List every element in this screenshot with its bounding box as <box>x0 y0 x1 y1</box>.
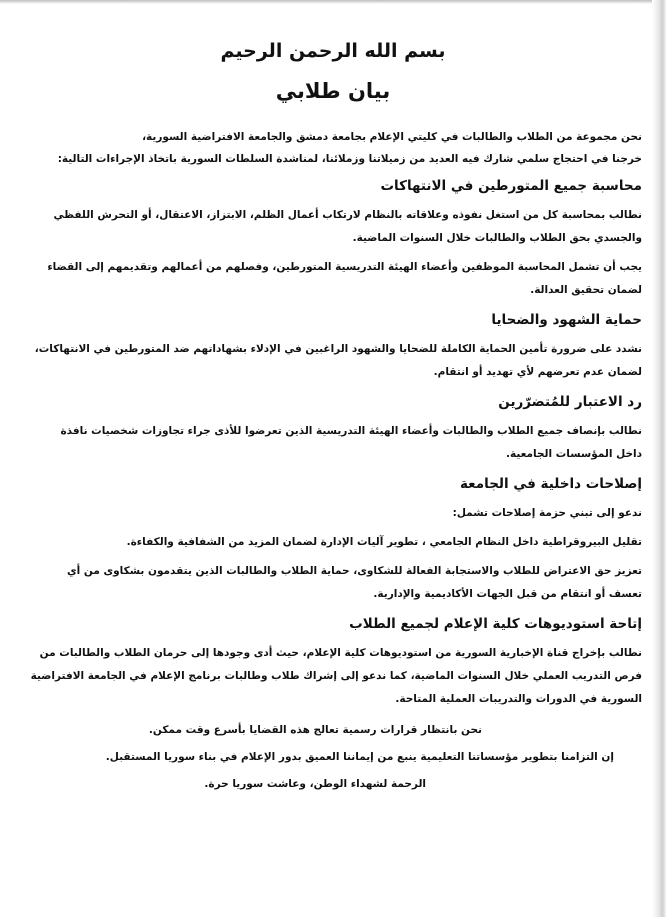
intro-line: خرجنا في احتجاج سلمي شارك فيه العديد من زميلاتنا وزملائنا، لمناشدة السلطات السورية باتخاذ الإجراءات التالية: <box>57 153 642 165</box>
section-heading: إصلاحات داخلية في الجامعة <box>459 476 642 492</box>
paragraph-line: تقليل البيروقراطية داخل النظام الجامعي ، تطوير آليات الإدارة لضمان المزيد من الشفافية والكفاءة. <box>126 536 642 548</box>
paragraph-line: لضمان عدم تعرضهم لأي تهديد أو انتقام. <box>433 366 642 378</box>
paragraph-line: نشدد على ضرورة تأمين الحماية الكاملة للضحايا والشهود الراغبين في الإدلاء بشهاداتهم ضد المتورطين في الانتهاكات، <box>34 343 642 355</box>
section-accountability <box>24 174 642 302</box>
intro-line: نحن مجموعة من الطلاب والطالبات في كليتي الإعلام بجامعة دمشق والجامعة الافتراضية السورية، <box>142 131 642 143</box>
section-heading: إتاحة استوديوهات كلية الإعلام لجميع الطلاب <box>349 616 642 632</box>
scan-top-edge <box>0 0 666 4</box>
intro <box>24 126 642 170</box>
paragraph-line: ندعو إلى تبني حزمة إصلاحات تشمل: <box>452 507 642 519</box>
paragraph <box>24 420 642 466</box>
section-studios-access <box>24 612 642 711</box>
paragraph-line: نطالب بإخراج قناة الإخبارية السورية من استوديوهات كلية الإعلام، حيث أدى وجودها إلى حرمان الطلاب والطالبات من <box>39 647 642 659</box>
paragraph-line: نطالب بإنصاف جميع الطلاب والطالبات وأعضاء الهيئة التدريسية الذين تعرضوا للأذى جراء تجاوزات شخصيات نافذة <box>60 425 642 437</box>
basmala: بسم الله الرحمن الرحيم <box>220 40 446 62</box>
closing-line: نحن بانتظار قرارات رسمية تعالج هذه القضايا بأسرع وقت ممكن. <box>148 724 482 736</box>
paragraph-line: نطالب بمحاسبة كل من استغل نفوذه وعلاقاته بالنظام لارتكاب أعمال الظلم، الابتزاز، الاعتقال، أو التحرش اللفظي <box>53 209 642 221</box>
paragraph <box>24 642 642 711</box>
paragraph <box>24 560 642 606</box>
paragraph <box>24 531 642 554</box>
section-heading: محاسبة جميع المتورطين في الانتهاكات <box>380 178 642 194</box>
document-title: بيان طلابي <box>275 79 391 103</box>
paragraph-line: السورية في الدورات والتدريبات العملية المتاحة. <box>395 693 642 705</box>
statement-body <box>24 36 642 798</box>
paragraph <box>24 502 642 525</box>
paragraph <box>24 204 642 250</box>
section-heading: رد الاعتبار للمُتضرّرين <box>498 394 642 410</box>
paragraph-line: تعسف أو انتقام من قبل الجهات الأكاديمية والإدارية. <box>373 588 642 600</box>
paragraph-line: داخل المؤسسات الجامعية. <box>505 448 642 460</box>
section-internal-reforms <box>24 472 642 606</box>
paragraph-line: والجسدي بحق الطلاب والطالبات خلال السنوات الماضية. <box>352 232 642 244</box>
scan-right-edge <box>652 0 666 917</box>
closing <box>24 717 642 798</box>
closing-line: الرحمة لشهداء الوطن، وعاشت سوريا حرة. <box>204 778 426 790</box>
closing-line: إن التزامنا بتطوير مؤسساتنا التعليمية ينبع من إيماننا العميق بدور الإعلام في بناء سوريا المستقبل. <box>105 751 614 763</box>
paragraph-line: يجب أن تشمل المحاسبة الموظفين وأعضاء الهيئة التدريسية المتورطين، وفصلهم من أعمالهم وتقديمهم إلى القضاء <box>47 261 642 273</box>
paragraph-line: تعزيز حق الاعتراض للطلاب والاستجابة الفعالة للشكاوى، حماية الطلاب والطالبات الذين يتقدمون بشكاوى من أي <box>67 565 642 577</box>
paragraph-line: فرص التدريب العملي خلال السنوات الماضية، كما ندعو إلى إشراك طلاب وطالبات برنامج الإعلام في الجامعة الافتراضية <box>30 670 642 682</box>
section-heading: حماية الشهود والضحايا <box>491 312 642 328</box>
section-witness-protection <box>24 308 642 384</box>
paragraph <box>24 338 642 384</box>
paragraph-line: لضمان تحقيق العدالة. <box>530 284 642 296</box>
paragraph <box>24 256 642 302</box>
section-redress <box>24 390 642 466</box>
